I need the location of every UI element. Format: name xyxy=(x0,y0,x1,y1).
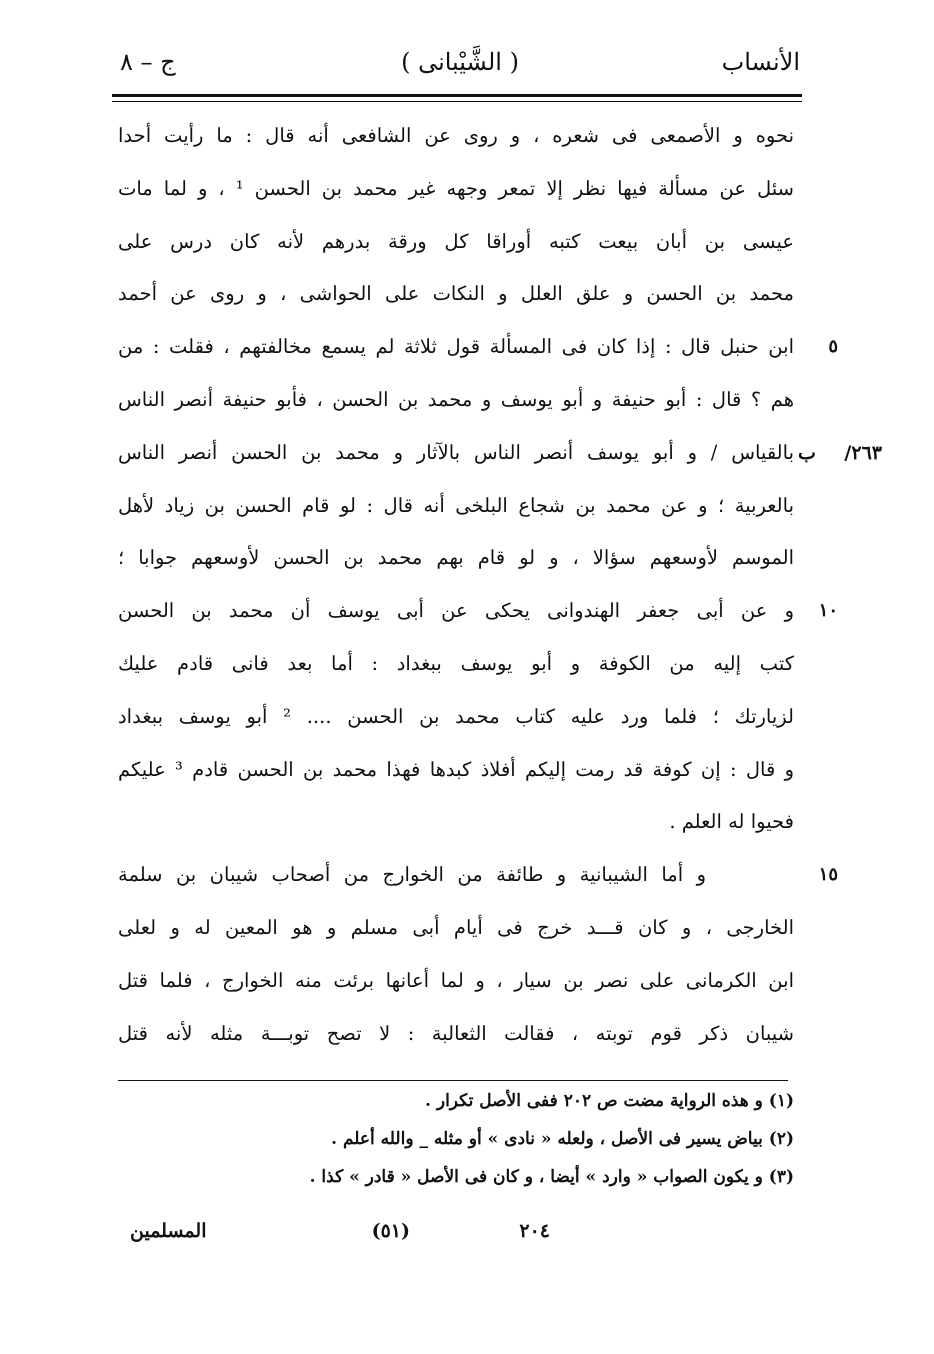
line-text: شيبان ذكر قوم توبته ، فقالت الثعالبة : لا تصح توبـــة مثله لأنه قتل xyxy=(118,1021,794,1045)
line-text: الخارجى ، و كان قـــد خرج فى أيام أبى مسلم و هو المعين له و لعلى xyxy=(118,915,794,939)
text-line xyxy=(118,532,794,585)
line-text: ابن حنبل قال : إذا كان فى المسألة قول ثلاثة لم يسمع مخالفتهم ، فقلت : من xyxy=(118,335,794,359)
text-line xyxy=(118,163,794,216)
header-entry-title: ( الشَّيْبانى ) xyxy=(401,48,519,76)
text-line xyxy=(118,796,794,849)
text-line xyxy=(118,585,838,638)
footnote: (١) و هذه الرواية مضت ص ٢٠٢ ففى الأصل تكرار . xyxy=(425,1091,794,1111)
running-header xyxy=(120,48,800,88)
text-line xyxy=(118,955,794,1008)
footnotes xyxy=(118,1082,794,1196)
page-number: ٢٠٤ xyxy=(519,1220,550,1242)
text-line xyxy=(118,216,794,269)
body-text xyxy=(118,110,882,1060)
line-text: لزيارتك ؛ فلما ورد عليه كتاب محمد بن الحسن .... ² أبو يوسف ببغداد xyxy=(118,704,794,728)
line-text: بالقياس / و أبو يوسف أنصر الناس بالآثار و محمد بن الحسن أنصر الناس xyxy=(118,440,794,464)
line-text: بالعربية ؛ و عن محمد بن شجاع البلخى أنه قال : لو قام الحسن بن زياد لأهل xyxy=(118,493,794,517)
line-number: ١٠ xyxy=(818,600,838,622)
signature-mark: (٥١) xyxy=(371,1220,410,1242)
line-text: عيسى بن أبان بيعت كتبه أوراقا كل ورقة بدرهم لأنه كان درس على xyxy=(118,229,794,253)
footnote: (٣) و يكون الصواب « وارد » أيضا ، و كان فى الأصل « قادر » كذا . xyxy=(309,1167,794,1187)
footnote-rule xyxy=(118,1080,788,1081)
line-text: ابن الكرمانى على نصر بن سيار ، و لما أعانها برئت منه الخوارج ، فلما قتل xyxy=(118,968,794,992)
footnote: (٢) بياض يسير فى الأصل ، ولعله « نادى » أو مثله _ والله أعلم . xyxy=(331,1129,794,1149)
text-line xyxy=(118,427,882,480)
manuscript-folio-marker: ٢٦٣/ ب xyxy=(798,441,882,464)
text-line xyxy=(118,374,794,427)
line-text: محمد بن الحسن و علق العلل و النكات على الحواشى ، و روى عن أحمد xyxy=(118,282,794,306)
line-text: سئل عن مسألة فيها نظر إلا تمعر وجهه غير محمد بن الحسن ¹ ، و لما مات xyxy=(118,176,794,200)
line-number: ١٥ xyxy=(818,864,838,886)
text-line xyxy=(118,691,794,744)
header-rule-thick xyxy=(112,94,802,97)
line-text: و أما الشيبانية و طائفة من الخوارج من أصحاب شيبان بن سلمة xyxy=(118,863,706,887)
text-line xyxy=(118,321,838,374)
header-book-title: الأنساب xyxy=(721,48,800,76)
text-line xyxy=(118,268,794,321)
line-text: نحوه و الأصمعى فى شعره ، و روى عن الشافعى أنه قال : ما رأيت أحدا xyxy=(118,124,794,147)
line-text: فحيوا له العلم . xyxy=(669,810,794,834)
text-line xyxy=(118,1008,794,1061)
line-text: و عن أبى جعفر الهندوانى يحكى عن أبى يوسف أن محمد بن الحسن xyxy=(118,599,794,623)
press-mark: المسلمين xyxy=(130,1220,207,1242)
line-text: هم ؟ قال : أبو حنيفة و أبو يوسف و محمد بن الحسن ، فأبو حنيفة أنصر الناس xyxy=(118,387,794,411)
text-line xyxy=(118,110,794,163)
line-number: ٥ xyxy=(828,336,838,358)
header-rule-thin xyxy=(112,101,802,102)
header-volume: ج – ٨ xyxy=(120,48,176,76)
text-line xyxy=(118,849,838,902)
line-text: و قال : إن كوفة قد رمت إليكم أفلاذ كبدها فهذا محمد بن الحسن قادم ³ عليكم xyxy=(118,757,794,781)
text-line xyxy=(118,638,794,691)
line-text: كتب إليه من الكوفة و أبو يوسف ببغداد : أما بعد فانى قادم عليك xyxy=(118,651,794,675)
text-line xyxy=(118,744,794,797)
page-footer xyxy=(130,1220,550,1256)
line-text: الموسم لأوسعهم سؤالا ، و لو قام بهم محمد بن الحسن لأوسعهم جوابا ؛ xyxy=(118,546,794,570)
text-line xyxy=(118,480,794,533)
text-line xyxy=(118,902,794,955)
